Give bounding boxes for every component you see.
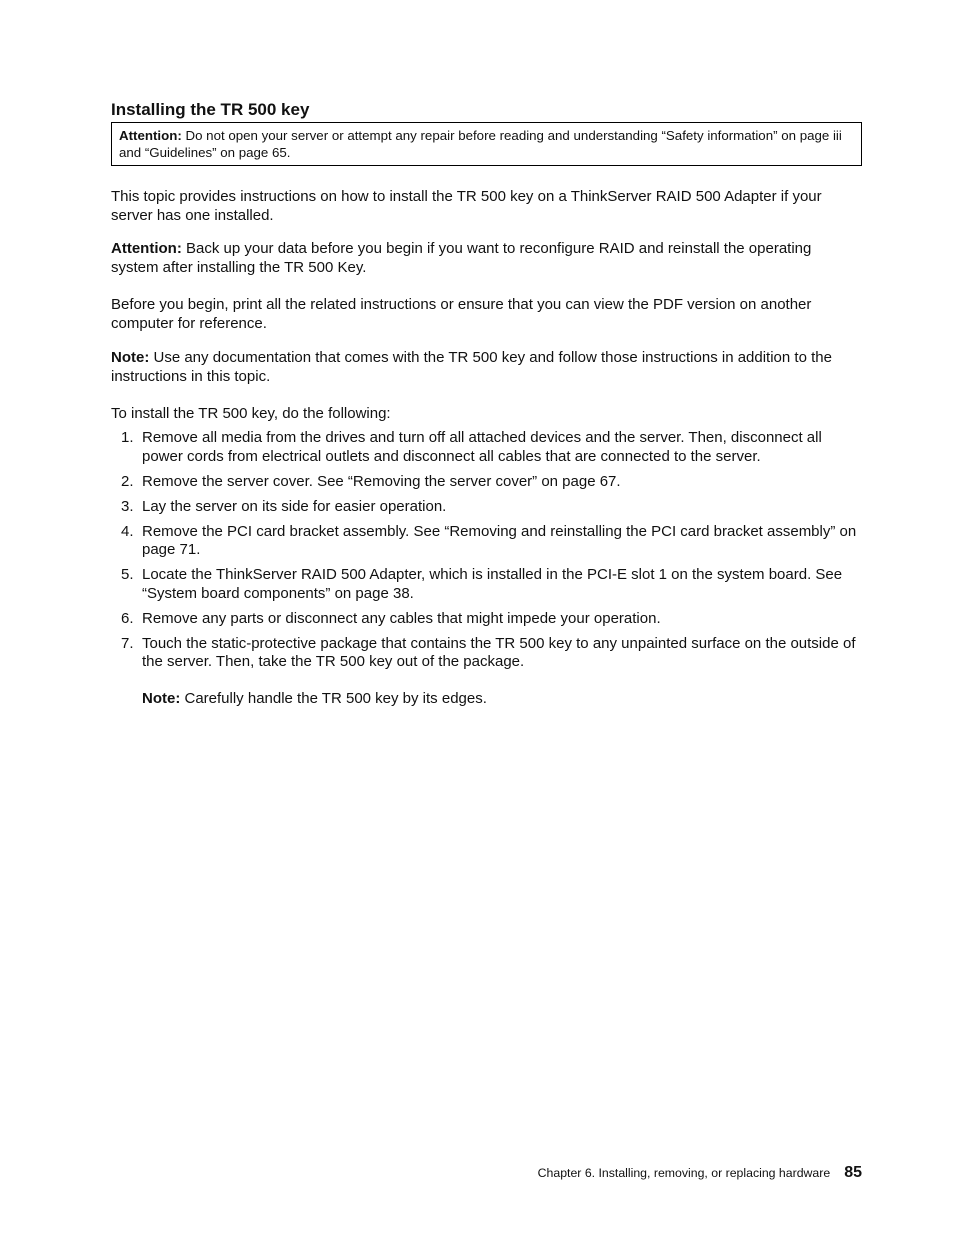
list-item	[111, 523, 862, 560]
step-number: 3.	[121, 497, 134, 515]
note-paragraph	[111, 348, 862, 386]
lead-in-text: To install the TR 500 key, do the following:	[111, 405, 391, 422]
section-title: Installing the TR 500 key	[111, 100, 310, 119]
intro-paragraph	[111, 187, 862, 225]
step-number: 2.	[121, 472, 134, 490]
before-text: Before you begin, print all the related instructions or ensure that you can view the PDF version on another computer for reference.	[111, 296, 812, 332]
attention-box-label: Attention:	[119, 128, 182, 143]
footer-chapter: Chapter 6. Installing, removing, or replacing hardware	[537, 1166, 831, 1180]
steps-list	[111, 429, 862, 678]
list-item	[111, 635, 862, 672]
before-paragraph	[111, 295, 862, 333]
step-number: 1.	[121, 429, 134, 446]
list-item	[111, 429, 862, 466]
step-number: 7.	[121, 634, 134, 652]
step-note-text: Carefully handle the TR 500 key by its edges.	[180, 690, 487, 707]
step-note-label: Note:	[142, 690, 181, 707]
note-text: Use any documentation that comes with the TR 500 key and follow those instructions in addition to the instructions in this topic.	[111, 349, 832, 385]
attention-paragraph	[111, 239, 862, 277]
lead-in-paragraph	[111, 404, 862, 423]
list-item	[111, 473, 862, 492]
step-note	[142, 689, 487, 708]
step-text: Lay the server on its side for easier operation.	[142, 497, 447, 515]
step-text: Touch the static-protective package that contains the TR 500 key to any unpainted surface on the outside of the server. Then, take the TR 500 key out of the package.	[142, 634, 856, 670]
step-text: Locate the ThinkServer RAID 500 Adapter, which is installed in the PCI-E slot 1 on the system board. See “System board components” on page 38.	[142, 566, 843, 602]
step-text: Remove all media from the drives and turn off all attached devices and the server. Then, disconnect all power cords from electrical outlets and disconnect all cables that are connected to the server.	[142, 429, 822, 465]
list-item	[111, 498, 862, 517]
step-text: Remove the server cover. See “Removing the server cover” on page 67.	[142, 472, 621, 490]
attention-box	[111, 122, 862, 166]
page-number: 85	[844, 1164, 862, 1181]
step-number: 6.	[121, 609, 134, 627]
page-footer	[111, 1162, 862, 1184]
attention-text: Back up your data before you begin if you want to reconfigure RAID and reinstall the operating system after installing the TR 500 Key.	[111, 240, 812, 276]
step-text: Remove the PCI card bracket assembly. See “Removing and reinstalling the PCI card bracket assembly” on page 71.	[142, 522, 857, 558]
list-item	[111, 566, 862, 603]
attention-label: Attention:	[111, 240, 182, 257]
attention-box-text: Do not open your server or attempt any repair before reading and understanding “Safety information” on page iii and “Guidelines” on page 65.	[119, 128, 842, 160]
step-number: 4.	[121, 522, 134, 540]
note-label: Note:	[111, 349, 150, 366]
step-number: 5.	[121, 566, 134, 583]
step-text: Remove any parts or disconnect any cables that might impede your operation.	[142, 609, 661, 627]
list-item	[111, 610, 862, 629]
intro-text: This topic provides instructions on how to install the TR 500 key on a ThinkServer RAID 500 Adapter if your server has one installed.	[111, 188, 822, 224]
